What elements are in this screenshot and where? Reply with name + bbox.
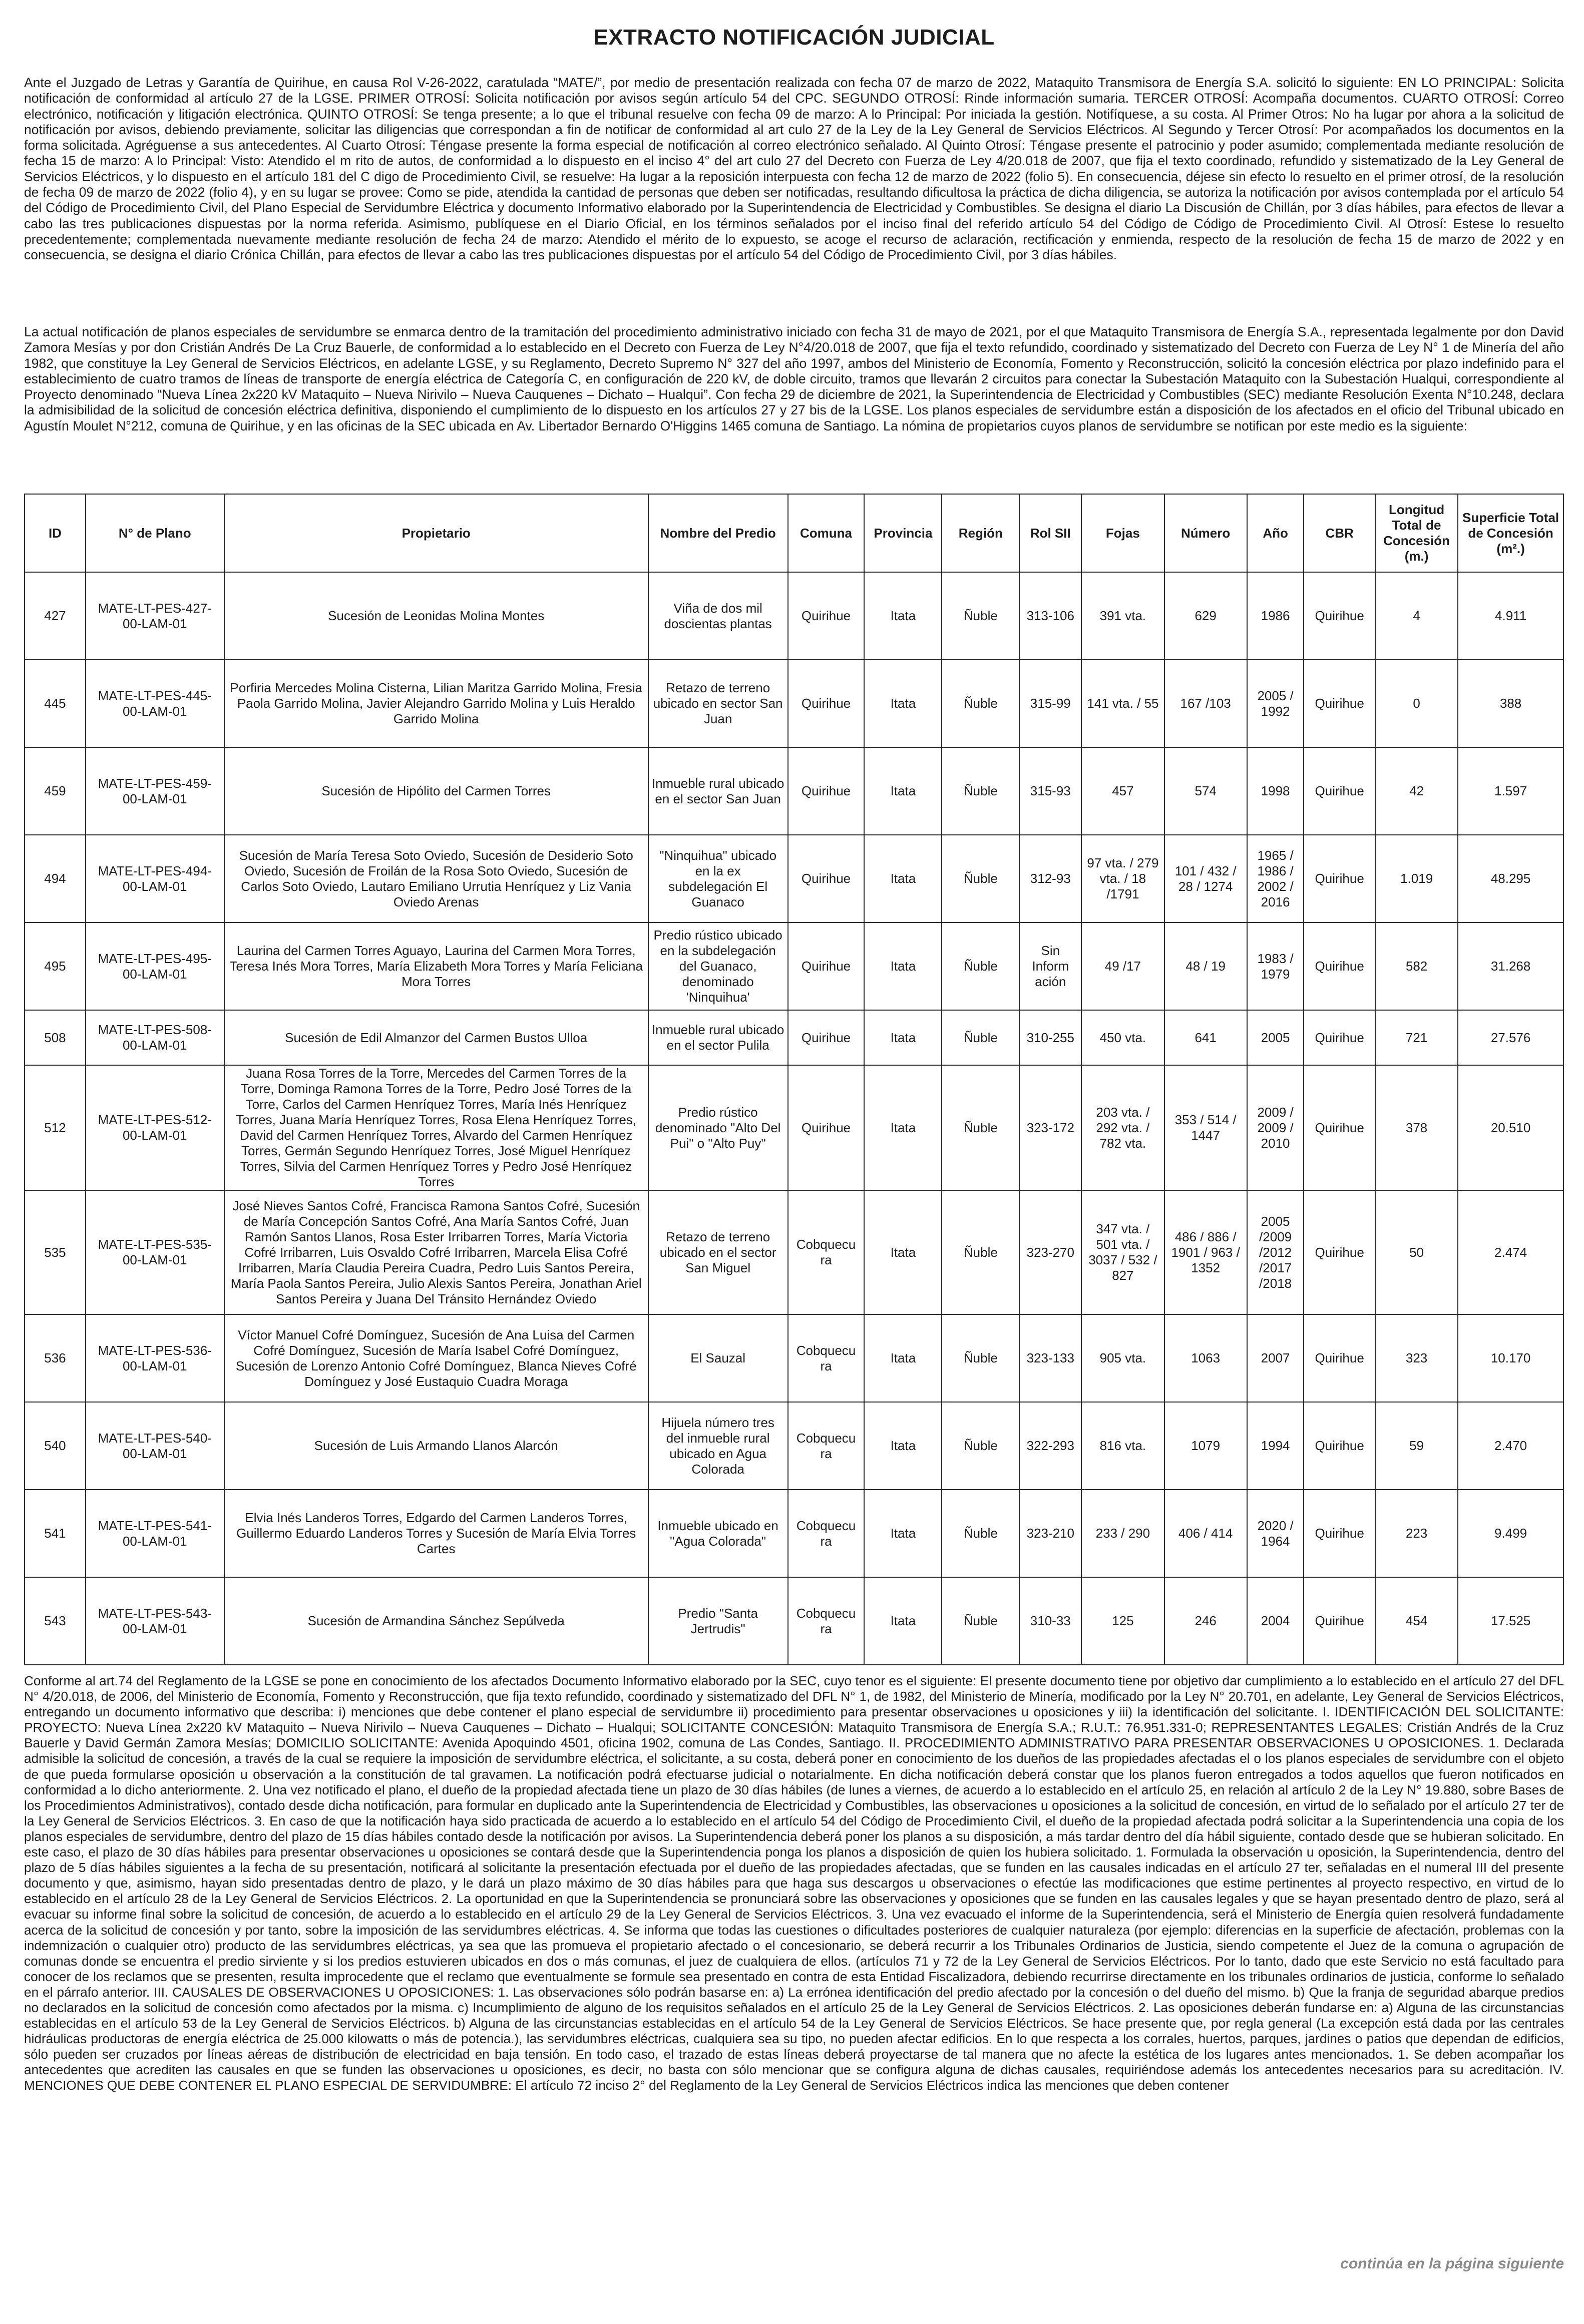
cell-provincia: Itata <box>864 572 942 660</box>
header-plano: N° de Plano <box>86 494 224 572</box>
table-row <box>25 1402 1563 1490</box>
header-cbr: CBR <box>1304 494 1375 572</box>
cell-id: 494 <box>25 835 86 922</box>
cell-predio: Retazo de terreno ubicado en el sector San Miguel <box>648 1190 788 1314</box>
cell-anio: 1998 <box>1247 747 1304 835</box>
cell-predio: Viña de dos mil doscientas plantas <box>648 572 788 660</box>
table-row <box>25 1065 1563 1190</box>
cell-numero: 574 <box>1164 747 1247 835</box>
cell-region: Ñuble <box>942 1402 1019 1490</box>
cell-provincia: Itata <box>864 747 942 835</box>
table-row <box>25 572 1563 660</box>
cell-rol: 315-93 <box>1019 747 1081 835</box>
cell-id: 445 <box>25 660 86 747</box>
header-superficie: Superficie Total de Concesión (m².) <box>1458 494 1563 572</box>
cell-fojas: 816 vta. <box>1081 1402 1164 1490</box>
cell-provincia: Itata <box>864 835 942 922</box>
cell-longitud: 50 <box>1375 1190 1458 1314</box>
header-rol: Rol SII <box>1019 494 1081 572</box>
cell-fojas: 233 / 290 <box>1081 1490 1164 1577</box>
informative-document-paragraph: Conforme al art.74 del Reglamento de la LGSE se pone en conocimiento de los afectados Documento Informativo elaborado por la SEC, cuyo tenor es el siguiente: El presente documento tiene por objetivo dar cumplimiento a lo establecido en el artículo 27 del DFL N° 4/20.018, de 2006, del Ministerio de Economía, Fomento y Reconstrucción, que fija texto refundido, coordinado y sistematizado del DFL N° 1, de 1982, del Ministerio de Minería, modificado por la Ley N° 20.701, en adelante, Ley General de Servicios Eléctricos, entregando un documento informativo que describa: i) menciones que debe contener el plano especial de servidumbre ii) procedimiento para presentar observaciones u oposiciones y iii) la identificación del solicitante. I. IDENTIFICACIÓN DEL SOLICITANTE: PROYECTO: Nueva Línea 2x220 kV Mataquito – Nueva Nirivilo – Nueva Cauquenes – Dichato – Hualqui; SOLICITANTE CONCESIÓN: Mataquito Transmisora de Energía S.A.; R.U.T.: 76.951.331-0; REPRESENTANTES LEGALES: Cristián Andrés de la Cruz Bauerle y David Germán Zamora Mesías; DOMICILIO SOLICITANTE: Avenida Apoquindo 4501, oficina 1902, comuna de Las Condes, Santiago. II. PROCEDIMIENTO ADMINISTRATIVO PARA PRESENTAR OBSERVACIONES U OPOSICIONES. 1. Declarada admisible la solicitud de concesión, a través de la cual se requiere la imposición de servidumbre eléctrica, el solicitante, a su costa, deberá poner en conocimiento de los dueños de las propiedades afectadas el o los planos especiales de servidumbre con el objeto de que pueda formularse oposición u observación a la constitución de tal gravamen. La notificación podrá efectuarse judicial o notarialmente. En dicha notificación deberá constar que los planos fueron entregados a todos aquellos que fueron notificados en conformidad a lo dicho anteriormente. 2. Una vez notificado el plano, el dueño de la propiedad afectada tiene un plazo de 30 días hábiles (de lunes a viernes, de acuerdo a lo establecido en el artículo 25, en relación al artículo 2 de la Ley N° 19.880, sobre Bases de los Procedimientos Administrativos), contado desde dicha notificación, para formular en duplicado ante la Superintendencia de Electricidad y Combustibles, las observaciones u oposiciones a la solicitud de concesión, en virtud de lo señalado por el artículo 27 ter de la Ley General de Servicios Eléctricos. 3. En caso de que la notificación haya sido practicada de acuerdo a lo establecido en el artículo 54 del Código de Procedimiento Civil, el dueño de la propiedad afectada podrá solicitar a la Superintendencia una copia de los planos especiales de servidumbre, dentro del plazo de 15 días hábiles contado desde la notificación por avisos. La Superintendencia deberá poner los planos a su disposición, a más tardar dentro del día hábil siguiente, contado desde que se hubieran solicitado. En este caso, el plazo de 30 días hábiles para presentar observaciones u oposiciones se contará desde que la Superintendencia ponga los planos a disposición de quien los hubiera solicitado. 1. Formulada la observación u oposición, la Superintendencia, dentro del plazo de 5 días hábiles siguientes a la fecha de su presentación, notificará al solicitante la presentación efectuada por el dueño de las propiedades afectadas, que se funden en las causales indicadas en el artículo 27 ter, señaladas en el numeral III del presente documento y que, asimismo, hayan sido presentadas dentro de plazo, y le dará un plazo máximo de 30 días hábiles para que haga sus descargos u observaciones o efectúe las modificaciones que estime pertinentes al proyecto respectivo, en virtud de lo establecido en el artículo 28 de la Ley General de Servicios Eléctricos. 2. La oportunidad en que la Superintendencia se pronunciará sobre las observaciones y oposiciones que se funden en las causales legales y que se hayan presentado dentro de plazo, será al evacuar su informe final sobre la solicitud de concesión, de acuerdo a lo establecido en el artículo 29 de la Ley General de Servicios Eléctricos. 3. Una vez evacuado el informe de la Superintendencia, será el Ministerio de Energía quien resolverá fundadamente acerca de la solicitud de concesión y por tanto, sobre la imposición de las servidumbres eléctricas. 4. Se informa que todas las cuestiones o dificultades posteriores de cualquier naturaleza (por ejemplo: diferencias en la superficie de afectación, problemas con la indemnización o cualquier otro) producto de las servidumbres eléctricas, ya sea que las promueva el propietario afectado o el concesionario, se deberá recurrir a los Tribunales Ordinarios de Justicia, siendo competente el Juez de la comuna o agrupación de comunas donde se encuentra el predio sirviente y si los predios estuvieren ubicados en dos o más comunas, el juez de cualquiera de ellos. (artículos 71 y 72 de la Ley General de Servicios Eléctricos. Por lo tanto, dado que este Servicio no está facultado para conocer de los reclamos que se presenten, resulta improcedente que el reclamo que eventualmente se formule sea presentado en contra de esta Entidad Fiscalizadora, debiendo recurrirse directamente en los tribunales ordinarios de justicia, conforme lo señalado en el párrafo anterior. III. CAUSALES DE OBSERVACIONES U OPOSICIONES: 1. Las observaciones sólo podrán basarse en: a) La errónea identificación del predio afectado por la concesión o del dueño del mismo. b) Que la franja de seguridad abarque predios no declarados en la solicitud de concesión como afectados por la misma. c) Incumplimiento de alguno de los requisitos señalados en el artículo 25 de la Ley General de Servicios Eléctricos. 2. Las oposiciones deberán fundarse en: a) Alguna de las circunstancias establecidas en el artículo 53 de la Ley General de Servicios Eléctricos. b) Alguna de las circunstancias establecidas en el artículo 54 de la Ley General de Servicios Eléctricos. Se hace presente que, por regla general (La excepción está dada por las centrales hidráulicas productoras de energía eléctrica de 25.000 kilowatts o más de potencia.), las servidumbres eléctricas, cualquiera sea su tipo, no pueden afectar edificios. En lo que respecta a los corrales, huertos, parques, jardines o patios que dependan de edificios, sólo pueden ser cruzados por líneas aéreas de distribución de electricidad en baja tensión. En todo caso, el trazado de estas líneas deberá proyectarse de tal manera que no afecte la estética de los lugares antes mencionados. 1. Se deben acompañar los antecedentes que acrediten las causales en que se funden las observaciones u oposiciones, es decir, no basta con sólo mencionar que se configura alguna de dichas causales, requiriéndose además los antecedentes necesarios para su acreditación. IV. MENCIONES QUE DEBE CONTENER EL PLANO ESPECIAL DE SERVIDUMBRE: El artículo 72 inciso 2° del Reglamento de la Ley General de Servicios Eléctricos indica las menciones que deben contener <box>24 1673 1564 2093</box>
header-predio: Nombre del Predio <box>648 494 788 572</box>
cell-rol: 315-99 <box>1019 660 1081 747</box>
cell-comuna: Cobquecu ra <box>788 1402 865 1490</box>
cell-superficie: 2.470 <box>1458 1402 1563 1490</box>
table-row <box>25 1577 1563 1665</box>
cell-numero: 629 <box>1164 572 1247 660</box>
cell-superficie: 1.597 <box>1458 747 1563 835</box>
cell-superficie: 9.499 <box>1458 1490 1563 1577</box>
cell-id: 512 <box>25 1065 86 1190</box>
cell-longitud: 1.019 <box>1375 835 1458 922</box>
cell-numero: 101 / 432 / 28 / 1274 <box>1164 835 1247 922</box>
cell-fojas: 97 vta. / 279 vta. / 18 /1791 <box>1081 835 1164 922</box>
header-anio: Año <box>1247 494 1304 572</box>
cell-provincia: Itata <box>864 1402 942 1490</box>
cell-propietario: José Nieves Santos Cofré, Francisca Ramona Santos Cofré, Sucesión de María Concepción Santos Cofré, Ana María Santos Cofré, Juan Ramón Santos Llanos, Rosa Ester Irribarren Torres, María Victoria Cofré Irribarren, Luis Osvaldo Cofré Irribarren, Marcela Elisa Cofré Irribarren, María Claudia Pereira Cuadra, Pedro Luis Santos Pereira, María Paola Santos Pereira, Julio Alexis Santos Pereira, Jonathan Ariel Santos Pereira y Juana Del Tránsito Hernández Oviedo <box>224 1190 648 1314</box>
cell-region: Ñuble <box>942 1314 1019 1402</box>
cell-fojas: 450 vta. <box>1081 1010 1164 1065</box>
owners-table <box>24 494 1564 1665</box>
cell-cbr: Quirihue <box>1304 1402 1375 1490</box>
cell-region: Ñuble <box>942 922 1019 1010</box>
cell-propietario: Laurina del Carmen Torres Aguayo, Laurina del Carmen Mora Torres, Teresa Inés Mora Torres, María Elizabeth Mora Torres y María Feliciana Mora Torres <box>224 922 648 1010</box>
cell-plano: MATE-LT-PES-540-00-LAM-01 <box>86 1402 224 1490</box>
cell-propietario: Sucesión de Edil Almanzor del Carmen Bustos Ulloa <box>224 1010 648 1065</box>
cell-provincia: Itata <box>864 1314 942 1402</box>
cell-superficie: 48.295 <box>1458 835 1563 922</box>
cell-rol: 312-93 <box>1019 835 1081 922</box>
cell-propietario: Sucesión de Luis Armando Llanos Alarcón <box>224 1402 648 1490</box>
cell-plano: MATE-LT-PES-427-00-LAM-01 <box>86 572 224 660</box>
cell-comuna: Quirihue <box>788 835 865 922</box>
cell-predio: Hijuela número tres del inmueble rural ubicado en Agua Colorada <box>648 1402 788 1490</box>
cell-propietario: Sucesión de María Teresa Soto Oviedo, Sucesión de Desiderio Soto Oviedo, Sucesión de Froilán de la Rosa Soto Oviedo, Sucesión de Carlos Soto Oviedo, Lautaro Emiliano Urrutia Henríquez y Liz Vania Oviedo Arenas <box>224 835 648 922</box>
cell-plano: MATE-LT-PES-512-00-LAM-01 <box>86 1065 224 1190</box>
cell-id: 540 <box>25 1402 86 1490</box>
cell-propietario: Sucesión de Hipólito del Carmen Torres <box>224 747 648 835</box>
cell-rol: 310-33 <box>1019 1577 1081 1665</box>
table-row <box>25 1010 1563 1065</box>
table-row <box>25 660 1563 747</box>
cell-plano: MATE-LT-PES-543-00-LAM-01 <box>86 1577 224 1665</box>
cell-predio: Predio rústico denominado "Alto Del Pui" o "Alto Puy" <box>648 1065 788 1190</box>
table-row <box>25 747 1563 835</box>
header-numero: Número <box>1164 494 1247 572</box>
cell-numero: 48 / 19 <box>1164 922 1247 1010</box>
cell-provincia: Itata <box>864 1190 942 1314</box>
cell-propietario: Víctor Manuel Cofré Domínguez, Sucesión de Ana Luisa del Carmen Cofré Domínguez, Sucesión de María Isabel Cofré Domínguez, Sucesión de Lorenzo Antonio Cofré Domínguez, Blanca Nieves Cofré Domínguez y José Eustaquio Cuadra Moraga <box>224 1314 648 1402</box>
cell-fojas: 347 vta. / 501 vta. / 3037 / 532 / 827 <box>1081 1190 1164 1314</box>
notice-page <box>24 20 1564 2277</box>
cell-numero: 486 / 886 / 1901 / 963 / 1352 <box>1164 1190 1247 1314</box>
cell-superficie: 388 <box>1458 660 1563 747</box>
cell-provincia: Itata <box>864 660 942 747</box>
cell-longitud: 4 <box>1375 572 1458 660</box>
cell-plano: MATE-LT-PES-541-00-LAM-01 <box>86 1490 224 1577</box>
cell-anio: 1983 / 1979 <box>1247 922 1304 1010</box>
table-row <box>25 922 1563 1010</box>
cell-anio: 2005 <box>1247 1010 1304 1065</box>
notice-title: EXTRACTO NOTIFICACIÓN JUDICIAL <box>593 25 995 50</box>
cell-rol: 322-293 <box>1019 1402 1081 1490</box>
cell-provincia: Itata <box>864 1577 942 1665</box>
header-comuna: Comuna <box>788 494 865 572</box>
cell-propietario: Juana Rosa Torres de la Torre, Mercedes del Carmen Torres de la Torre, Dominga Ramona Torres de la Torre, Pedro José Torres de la Torre, Carlos del Carmen Henríquez Torres, María Inés Henríquez Torres, Juana María Henríquez Torres, Rosa Elena Henríquez Torres, David del Carmen Henríquez Torres, Alvardo del Carmen Henríquez Torres, Germán Segundo Henríquez Torres, José Miguel Henríquez Torres, Silvia del Carmen Henríquez Torres y Pedro José Henríquez Torres <box>224 1065 648 1190</box>
cell-superficie: 17.525 <box>1458 1577 1563 1665</box>
cell-region: Ñuble <box>942 1010 1019 1065</box>
cell-anio: 2005 /2009 /2012 /2017 /2018 <box>1247 1190 1304 1314</box>
cell-id: 459 <box>25 747 86 835</box>
cell-fojas: 905 vta. <box>1081 1314 1164 1402</box>
cell-plano: MATE-LT-PES-445-00-LAM-01 <box>86 660 224 747</box>
cell-propietario: Porfiria Mercedes Molina Cisterna, Lilian Maritza Garrido Molina, Fresia Paola Garrido Molina, Javier Alejandro Garrido Molina y Luis Heraldo Garrido Molina <box>224 660 648 747</box>
intro-paragraph: Ante el Juzgado de Letras y Garantía de Quirihue, en causa Rol V-26-2022, caratulada “MATE/”, por medio de presentación realizada con fecha 07 de marzo de 2022, Mataquito Transmisora de Energía S.A. solicitó lo siguiente: EN LO PRINCIPAL: Solicita notificación de conformidad al artículo 27 de la LGSE. PRIMER OTROSÍ: Solicita notificación por avisos según artículo 54 del CPC. SEGUNDO OTROSÍ: Rinde información sumaria. TERCER OTROSÍ: Acompaña documentos. CUARTO OTROSÍ: Correo electrónico, notificación y litigación electrónica. QUINTO OTROSÍ: Se tenga presente; a lo que el tribunal resuelve con fecha 09 de marzo: A lo Principal: Por iniciada la gestión. Notifíquese, a su costa. Al Primer Otros: No ha lugar por ahora a la solicitud de notificación por avisos, debiendo previamente, solicitar las diligencias que correspondan a fin de notificar de conformidad al art culo 27 de la Ley de la Ley General de Servicios Eléctricos. Al Segundo y Tercer Otrosí: Por acompañados los documentos en la forma solicitada. Agréguense a sus antecedentes. Al Cuarto Otrosí: Téngase presente la forma especial de notificación al correo electrónico señalado. Al Quinto Otrosí: Téngase presente el patrocinio y poder asumido; complementada mediante resolución de fecha 15 de marzo: A lo Principal: Visto: Atendido el m rito de autos, de conformidad a lo dispuesto en el inciso 4° del art culo 27 del Decreto con Fuerza de Ley 4/20.018 de 2007, que fija el texto coordinado, refundido y sistematizado de la Ley General de Servicios Eléctricos, y lo dispuesto en el artículo 181 del C digo de Procedimiento Civil, se resuelve: Ha lugar a la reposición interpuesta con fecha 12 de marzo de 2022 (folio 5). En consecuencia, déjese sin efecto lo resuelto en el primer otrosí, de la resolución de fecha 09 de marzo de 2022 (folio 4), y en su lugar se provee: Como se pide, atendida la cantidad de personas que deben ser notificadas, resultando dificultosa la práctica de dicha diligencia, se autoriza la notificación por avisos contemplada por el artículo 54 del Código de Procedimiento Civil, del Plano Especial de Servidumbre Eléctrica y documento Informativo elaborado por la Superintendencia de Electricidad y Combustibles. Se designa el diario La Discusión de Chillán, por 3 días hábiles, para efectos de llevar a cabo las tres publicaciones dispuestas por la norma referida. Asimismo, publíquese en el Diario Oficial, en los términos señalados por el inciso final del referido artículo 54 del Código de Código de Procedimiento Civil. Al Otrosí: Estese lo resuelto precedentemente; complementada nuevamente mediante resolución de fecha 24 de marzo: Atendido el mérito de lo expuesto, se acoge el recurso de aclaración, rectificación y enmienda, respecto de la resolución de fecha 15 de marzo de 2022 y en consecuencia, se designa el diario Crónica Chillán, para efectos de llevar a cabo las tres publicaciones dispuestas por el artículo 54 del Código de Procedimiento Civil, por 3 días hábiles. <box>24 75 1564 263</box>
cell-cbr: Quirihue <box>1304 1490 1375 1577</box>
cell-superficie: 20.510 <box>1458 1065 1563 1190</box>
cell-id: 508 <box>25 1010 86 1065</box>
procedure-paragraph: La actual notificación de planos especiales de servidumbre se enmarca dentro de la tramitación del procedimiento administrativo iniciado con fecha 31 de mayo de 2021, por el que Mataquito Transmisora de Energía S.A., representada legalmente por don David Zamora Mesías y por don Cristián Andrés De La Cruz Bauerle, de conformidad a lo establecido en el Decreto con Fuerza de Ley N°4/20.018 de 2007, que fija el texto refundido, coordinado y sistematizado del Decreto con Fuerza de Ley N° 1 de Minería del año 1982, que constituye la Ley General de Servicios Eléctricos, en adelante LGSE, y su Reglamento, Decreto Supremo N° 327 del año 1997, ambos del Ministerio de Economía, Fomento y Reconstrucción, solicitó la concesión eléctrica por plazo indefinido para el establecimiento de cuatro tramos de líneas de transporte de energía eléctrica de Categoría C, en configuración de 220 kV, de doble circuito, tramos que llevarán 2 circuitos para conectar la Subestación Mataquito con la Subestación Hualqui, correspondiente al Proyecto denominado “Nueva Línea 2x220 kV Mataquito – Nueva Nirivilo – Nueva Cauquenes – Dichato – Hualqui”. Con fecha 29 de diciembre de 2021, la Superintendencia de Electricidad y Combustibles (SEC) mediante Resolución Exenta N°10.248, declara la admisibilidad de la solicitud de concesión eléctrica definitiva, disponiendo el cumplimiento de lo dispuesto en los artículos 27 y 27 bis de la LGSE. Los planos especiales de servidumbre están a disposición de los afectados en el oficio del Tribunal ubicado en Agustín Moulet N°212, comuna de Quirihue, y en las oficinas de la SEC ubicada en Av. Libertador Bernardo O'Higgins 1465 comuna de Santiago. La nómina de propietarios cuyos planos de servidumbre se notifican por este medio es la siguiente: <box>24 324 1564 433</box>
cell-region: Ñuble <box>942 1065 1019 1190</box>
cell-predio: Retazo de terreno ubicado en sector San Juan <box>648 660 788 747</box>
cell-id: 543 <box>25 1577 86 1665</box>
cell-comuna: Cobquecu ra <box>788 1577 865 1665</box>
cell-numero: 167 /103 <box>1164 660 1247 747</box>
cell-fojas: 391 vta. <box>1081 572 1164 660</box>
cell-superficie: 31.268 <box>1458 922 1563 1010</box>
cell-cbr: Quirihue <box>1304 1314 1375 1402</box>
table-row <box>25 1190 1563 1314</box>
cell-predio: Predio "Santa Jertrudis" <box>648 1577 788 1665</box>
cell-rol: 323-133 <box>1019 1314 1081 1402</box>
cell-anio: 2007 <box>1247 1314 1304 1402</box>
cell-cbr: Quirihue <box>1304 1065 1375 1190</box>
cell-numero: 641 <box>1164 1010 1247 1065</box>
cell-anio: 2004 <box>1247 1577 1304 1665</box>
cell-region: Ñuble <box>942 660 1019 747</box>
cell-region: Ñuble <box>942 1190 1019 1314</box>
cell-region: Ñuble <box>942 572 1019 660</box>
cell-rol: 323-210 <box>1019 1490 1081 1577</box>
cell-superficie: 10.170 <box>1458 1314 1563 1402</box>
cell-predio: Inmueble rural ubicado en el sector San Juan <box>648 747 788 835</box>
cell-anio: 1965 / 1986 / 2002 / 2016 <box>1247 835 1304 922</box>
cell-cbr: Quirihue <box>1304 1190 1375 1314</box>
cell-numero: 1063 <box>1164 1314 1247 1402</box>
header-propietario: Propietario <box>224 494 648 572</box>
cell-rol: 323-172 <box>1019 1065 1081 1190</box>
cell-rol: 310-255 <box>1019 1010 1081 1065</box>
cell-comuna: Quirihue <box>788 572 865 660</box>
table-body <box>25 572 1563 1665</box>
cell-fojas: 457 <box>1081 747 1164 835</box>
cell-rol: 313-106 <box>1019 572 1081 660</box>
cell-cbr: Quirihue <box>1304 835 1375 922</box>
cell-longitud: 223 <box>1375 1490 1458 1577</box>
table-row <box>25 835 1563 922</box>
cell-cbr: Quirihue <box>1304 1577 1375 1665</box>
cell-predio: Inmueble rural ubicado en el sector Pulila <box>648 1010 788 1065</box>
cell-predio: "Ninquihua" ubicado en la ex subdelegación El Guanaco <box>648 835 788 922</box>
cell-id: 541 <box>25 1490 86 1577</box>
table-row <box>25 1490 1563 1577</box>
cell-cbr: Quirihue <box>1304 922 1375 1010</box>
cell-plano: MATE-LT-PES-536-00-LAM-01 <box>86 1314 224 1402</box>
cell-provincia: Itata <box>864 1490 942 1577</box>
continued-note: continúa en la página siguiente <box>1340 2255 1564 2272</box>
cell-id: 536 <box>25 1314 86 1402</box>
cell-anio: 1986 <box>1247 572 1304 660</box>
cell-longitud: 721 <box>1375 1010 1458 1065</box>
header-provincia: Provincia <box>864 494 942 572</box>
cell-comuna: Quirihue <box>788 922 865 1010</box>
cell-predio: El Sauzal <box>648 1314 788 1402</box>
cell-id: 427 <box>25 572 86 660</box>
cell-longitud: 378 <box>1375 1065 1458 1190</box>
cell-plano: MATE-LT-PES-494-00-LAM-01 <box>86 835 224 922</box>
cell-comuna: Quirihue <box>788 660 865 747</box>
cell-anio: 1994 <box>1247 1402 1304 1490</box>
cell-region: Ñuble <box>942 1577 1019 1665</box>
cell-plano: MATE-LT-PES-508-00-LAM-01 <box>86 1010 224 1065</box>
cell-plano: MATE-LT-PES-495-00-LAM-01 <box>86 922 224 1010</box>
cell-longitud: 582 <box>1375 922 1458 1010</box>
cell-numero: 406 / 414 <box>1164 1490 1247 1577</box>
cell-cbr: Quirihue <box>1304 1010 1375 1065</box>
header-fojas: Fojas <box>1081 494 1164 572</box>
cell-plano: MATE-LT-PES-535-00-LAM-01 <box>86 1190 224 1314</box>
cell-propietario: Sucesión de Armandina Sánchez Sepúlveda <box>224 1577 648 1665</box>
cell-longitud: 454 <box>1375 1577 1458 1665</box>
cell-numero: 1079 <box>1164 1402 1247 1490</box>
cell-comuna: Quirihue <box>788 1010 865 1065</box>
cell-numero: 246 <box>1164 1577 1247 1665</box>
cell-fojas: 49 /17 <box>1081 922 1164 1010</box>
cell-region: Ñuble <box>942 747 1019 835</box>
cell-superficie: 4.911 <box>1458 572 1563 660</box>
header-region: Región <box>942 494 1019 572</box>
cell-cbr: Quirihue <box>1304 747 1375 835</box>
cell-id: 495 <box>25 922 86 1010</box>
cell-superficie: 2.474 <box>1458 1190 1563 1314</box>
table-header-row <box>25 494 1563 572</box>
cell-longitud: 323 <box>1375 1314 1458 1402</box>
cell-numero: 353 / 514 / 1447 <box>1164 1065 1247 1190</box>
cell-comuna: Cobquecu ra <box>788 1314 865 1402</box>
header-longitud: Longitud Total de Concesión (m.) <box>1375 494 1458 572</box>
cell-fojas: 125 <box>1081 1577 1164 1665</box>
cell-superficie: 27.576 <box>1458 1010 1563 1065</box>
cell-rol: 323-270 <box>1019 1190 1081 1314</box>
cell-comuna: Quirihue <box>788 1065 865 1190</box>
cell-predio: Predio rústico ubicado en la subdelegación del Guanaco, denominado 'Ninquihua' <box>648 922 788 1010</box>
cell-cbr: Quirihue <box>1304 572 1375 660</box>
cell-propietario: Elvia Inés Landeros Torres, Edgardo del Carmen Landeros Torres, Guillermo Eduardo Landeros Torres y Sucesión de María Elvia Torres Cartes <box>224 1490 648 1577</box>
cell-propietario: Sucesión de Leonidas Molina Montes <box>224 572 648 660</box>
table-row <box>25 1314 1563 1402</box>
cell-plano: MATE-LT-PES-459-00-LAM-01 <box>86 747 224 835</box>
cell-id: 535 <box>25 1190 86 1314</box>
cell-region: Ñuble <box>942 835 1019 922</box>
cell-fojas: 203 vta. / 292 vta. / 782 vta. <box>1081 1065 1164 1190</box>
cell-anio: 2020 / 1964 <box>1247 1490 1304 1577</box>
header-id: ID <box>25 494 86 572</box>
cell-provincia: Itata <box>864 1065 942 1190</box>
cell-rol: Sin Inform ación <box>1019 922 1081 1010</box>
cell-region: Ñuble <box>942 1490 1019 1577</box>
cell-predio: Inmueble ubicado en "Agua Colorada" <box>648 1490 788 1577</box>
cell-provincia: Itata <box>864 1010 942 1065</box>
cell-comuna: Cobquecu ra <box>788 1490 865 1577</box>
cell-comuna: Quirihue <box>788 747 865 835</box>
cell-cbr: Quirihue <box>1304 660 1375 747</box>
cell-anio: 2009 / 2009 / 2010 <box>1247 1065 1304 1190</box>
cell-anio: 2005 / 1992 <box>1247 660 1304 747</box>
cell-comuna: Cobquecu ra <box>788 1190 865 1314</box>
cell-fojas: 141 vta. / 55 <box>1081 660 1164 747</box>
cell-longitud: 0 <box>1375 660 1458 747</box>
cell-longitud: 42 <box>1375 747 1458 835</box>
cell-provincia: Itata <box>864 922 942 1010</box>
cell-longitud: 59 <box>1375 1402 1458 1490</box>
